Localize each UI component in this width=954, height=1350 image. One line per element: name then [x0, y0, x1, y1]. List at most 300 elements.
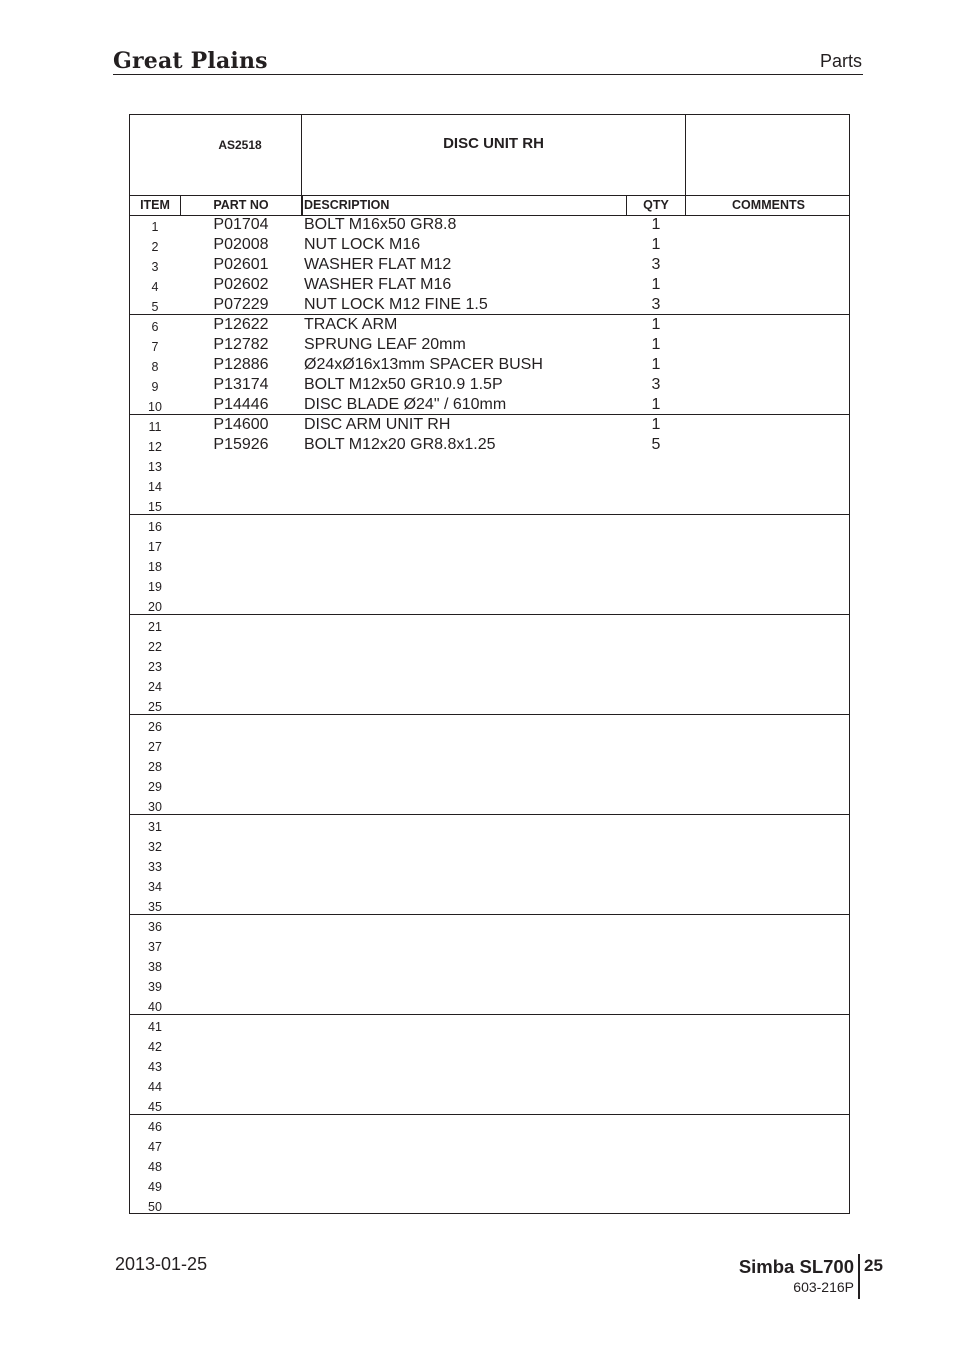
qty-cell: [626, 895, 686, 915]
description-cell: WASHER FLAT M16: [304, 276, 452, 293]
description-cell: DISC BLADE Ø24" / 610mm: [304, 396, 507, 413]
item-cell: 17: [148, 540, 162, 554]
description-cell: [304, 1115, 624, 1135]
table-row: [130, 515, 849, 535]
comments-cell: [686, 675, 851, 695]
qty-cell: [626, 815, 686, 835]
part-no-cell: [182, 555, 300, 575]
qty-cell: 1: [651, 236, 661, 253]
description-cell: [304, 695, 624, 715]
description-cell: [304, 955, 624, 975]
part-no-cell: [182, 1015, 300, 1035]
description-cell: BOLT M12x20 GR8.8x1.25: [304, 436, 496, 453]
qty-cell: [626, 575, 686, 595]
table-row: [130, 835, 849, 855]
part-no-cell: [182, 915, 300, 935]
qty-cell: 1: [651, 276, 661, 293]
table-row: [130, 1055, 849, 1075]
qty-cell: [626, 1055, 686, 1075]
description-cell: [304, 1035, 624, 1055]
description-cell: [304, 1095, 624, 1115]
comments-cell: [686, 595, 851, 615]
item-cell: 19: [148, 580, 162, 594]
part-no-cell: [182, 1195, 300, 1215]
qty-cell: [626, 935, 686, 955]
comments-cell: [686, 455, 851, 475]
table-row: [130, 1175, 849, 1195]
part-no-cell: [182, 1135, 300, 1155]
table-row: [130, 995, 849, 1015]
table-row: [130, 755, 849, 775]
comments-cell: [686, 355, 851, 375]
description-cell: [304, 455, 624, 475]
table-row: [130, 975, 849, 995]
description-cell: [304, 1175, 624, 1195]
description-cell: [304, 575, 624, 595]
comments-cell: [686, 1155, 851, 1175]
part-no-cell: [182, 875, 300, 895]
description-cell: NUT LOCK M16: [304, 236, 421, 253]
item-cell: 13: [148, 460, 162, 474]
description-cell: [304, 975, 624, 995]
qty-cell: [626, 775, 686, 795]
comments-cell: [686, 915, 851, 935]
qty-cell: [626, 1115, 686, 1135]
description-cell: [304, 675, 624, 695]
qty-cell: [626, 615, 686, 635]
comments-cell: [686, 255, 851, 275]
part-no-cell: [182, 1095, 300, 1115]
description-cell: [304, 1055, 624, 1075]
item-cell: 31: [148, 820, 162, 834]
comments-cell: [686, 495, 851, 515]
comments-cell: [686, 1175, 851, 1195]
qty-cell: [626, 1075, 686, 1095]
assembly-code: AS2518: [218, 138, 262, 152]
footer-date: 2013-01-25: [115, 1254, 208, 1274]
description-cell: [304, 635, 624, 655]
footer-doc-code: 603-216P: [793, 1279, 854, 1295]
qty-cell: [626, 1135, 686, 1155]
comments-cell: [686, 395, 851, 415]
part-no-cell: [182, 995, 300, 1015]
part-no-cell: P12886: [213, 356, 269, 373]
description-cell: [304, 775, 624, 795]
table-row: [130, 955, 849, 975]
item-cell: 45: [148, 1100, 162, 1114]
comments-cell: [686, 615, 851, 635]
comments-cell: [686, 415, 851, 435]
item-cell: 46: [148, 1120, 162, 1134]
item-cell: 25: [148, 700, 162, 714]
item-cell: 35: [148, 900, 162, 914]
item-cell: 39: [148, 980, 162, 994]
comments-cell: [686, 795, 851, 815]
part-no-cell: P12782: [213, 336, 269, 353]
qty-cell: [626, 955, 686, 975]
qty-cell: [626, 595, 686, 615]
comments-cell: [686, 315, 851, 335]
comments-cell: [686, 295, 851, 315]
item-cell: 40: [148, 1000, 162, 1014]
description-cell: [304, 1155, 624, 1175]
description-cell: [304, 715, 624, 735]
table-row: [130, 735, 849, 755]
item-cell: 5: [151, 300, 159, 314]
comments-cell: [686, 555, 851, 575]
qty-cell: [626, 635, 686, 655]
qty-cell: [626, 715, 686, 735]
description-cell: [304, 875, 624, 895]
column-header-item: ITEM: [140, 198, 170, 212]
qty-cell: [626, 975, 686, 995]
item-cell: 9: [151, 380, 159, 394]
part-no-cell: [182, 815, 300, 835]
description-cell: [304, 655, 624, 675]
table-row: [130, 235, 849, 255]
table-row: [130, 875, 849, 895]
item-cell: 30: [148, 800, 162, 814]
qty-cell: 3: [651, 296, 661, 313]
footer-rule: [858, 1254, 860, 1299]
table-row: [130, 715, 849, 735]
part-no-cell: [182, 715, 300, 735]
qty-cell: 3: [651, 376, 661, 393]
item-cell: 21: [148, 620, 162, 634]
qty-cell: [626, 475, 686, 495]
part-no-cell: [182, 755, 300, 775]
item-cell: 22: [148, 640, 162, 654]
item-cell: 3: [151, 260, 159, 274]
item-cell: 7: [151, 340, 159, 354]
description-cell: Ø24xØ16x13mm SPACER BUSH: [304, 356, 543, 373]
table-row: [130, 895, 849, 915]
item-cell: 50: [148, 1200, 162, 1214]
item-cell: 38: [148, 960, 162, 974]
comments-cell: [686, 575, 851, 595]
qty-cell: [626, 515, 686, 535]
description-cell: [304, 595, 624, 615]
part-no-cell: [182, 535, 300, 555]
qty-cell: 5: [651, 436, 661, 453]
comments-cell: [686, 895, 851, 915]
parts-table: [129, 114, 850, 1214]
part-no-cell: P02602: [213, 276, 269, 293]
part-no-cell: [182, 495, 300, 515]
description-cell: [304, 915, 624, 935]
table-row: [130, 455, 849, 475]
comments-cell: [686, 275, 851, 295]
item-cell: 23: [148, 660, 162, 674]
part-no-cell: [182, 455, 300, 475]
table-row: [130, 575, 849, 595]
qty-cell: [626, 1095, 686, 1115]
part-no-cell: P15926: [213, 436, 269, 453]
comments-cell: [686, 435, 851, 455]
description-cell: [304, 855, 624, 875]
comments-cell: [686, 235, 851, 255]
part-no-cell: [182, 675, 300, 695]
part-no-cell: [182, 855, 300, 875]
comments-cell: [686, 995, 851, 1015]
item-cell: 14: [148, 480, 162, 494]
description-cell: [304, 555, 624, 575]
item-cell: 36: [148, 920, 162, 934]
qty-cell: [626, 875, 686, 895]
table-row: [130, 1195, 849, 1215]
description-cell: [304, 1015, 624, 1035]
part-no-cell: [182, 1035, 300, 1055]
comments-cell: [686, 655, 851, 675]
comments-cell: [686, 955, 851, 975]
comments-cell: [686, 1075, 851, 1095]
description-cell: [304, 935, 624, 955]
comments-cell: [686, 215, 851, 235]
comments-cell: [686, 1135, 851, 1155]
qty-cell: [626, 695, 686, 715]
comments-cell: [686, 635, 851, 655]
footer-model: Simba SL700: [738, 1256, 854, 1277]
qty-cell: [626, 1015, 686, 1035]
table-row: [130, 655, 849, 675]
comments-cell: [686, 815, 851, 835]
comments-cell: [686, 515, 851, 535]
description-cell: [304, 495, 624, 515]
table-row: [130, 1155, 849, 1175]
table-row: [130, 415, 849, 435]
comments-cell: [686, 875, 851, 895]
item-cell: 44: [148, 1080, 162, 1094]
part-no-cell: [182, 835, 300, 855]
table-body: [130, 215, 849, 1215]
table-row: [130, 475, 849, 495]
qty-cell: [626, 995, 686, 1015]
assembly-title: DISC UNIT RH: [443, 135, 544, 152]
column-header-row: [130, 195, 849, 216]
qty-cell: [626, 1155, 686, 1175]
table-row: [130, 335, 849, 355]
table-row: [130, 915, 849, 935]
description-cell: [304, 755, 624, 775]
item-cell: 12: [148, 440, 162, 454]
table-row: [130, 355, 849, 375]
description-cell: SPRUNG LEAF 20mm: [304, 336, 466, 353]
comments-cell: [686, 1095, 851, 1115]
description-cell: [304, 795, 624, 815]
comments-cell: [686, 1055, 851, 1075]
qty-cell: 3: [651, 256, 661, 273]
part-no-cell: [182, 1075, 300, 1095]
qty-cell: [626, 455, 686, 475]
part-no-cell: P01704: [213, 216, 269, 233]
description-cell: [304, 515, 624, 535]
qty-cell: 1: [651, 216, 661, 233]
table-row: [130, 795, 849, 815]
part-no-cell: [182, 1115, 300, 1135]
part-no-cell: [182, 895, 300, 915]
item-cell: 33: [148, 860, 162, 874]
table-row: [130, 775, 849, 795]
qty-cell: 1: [651, 316, 661, 333]
description-cell: [304, 1195, 624, 1215]
qty-cell: 1: [651, 416, 661, 433]
item-cell: 15: [148, 500, 162, 514]
qty-cell: 1: [651, 356, 661, 373]
table-row: [130, 615, 849, 635]
table-row: [130, 935, 849, 955]
part-no-cell: P14446: [213, 396, 269, 413]
table-row: [130, 635, 849, 655]
part-no-cell: [182, 595, 300, 615]
table-row: [130, 1015, 849, 1035]
item-cell: 41: [148, 1020, 162, 1034]
part-no-cell: P02008: [213, 236, 269, 253]
comments-cell: [686, 335, 851, 355]
column-header-part-no: PART NO: [213, 198, 269, 212]
comments-cell: [686, 735, 851, 755]
table-row: [130, 555, 849, 575]
qty-cell: [626, 535, 686, 555]
part-no-cell: [182, 615, 300, 635]
part-no-cell: [182, 695, 300, 715]
item-cell: 37: [148, 940, 162, 954]
table-row: [130, 1035, 849, 1055]
section-label: Parts: [819, 51, 862, 71]
description-cell: [304, 995, 624, 1015]
item-cell: 1: [151, 220, 159, 234]
description-cell: [304, 835, 624, 855]
part-no-cell: P02601: [213, 256, 269, 273]
comments-cell: [686, 1015, 851, 1035]
brand-logo: Great Plains: [113, 48, 268, 74]
item-cell: 26: [148, 720, 162, 734]
item-cell: 48: [148, 1160, 162, 1174]
qty-cell: [626, 755, 686, 775]
table-row: [130, 255, 849, 275]
part-no-cell: [182, 1055, 300, 1075]
qty-cell: [626, 1195, 686, 1215]
part-no-cell: P12622: [213, 316, 269, 333]
item-cell: 24: [148, 680, 162, 694]
description-cell: [304, 815, 624, 835]
qty-cell: [626, 555, 686, 575]
comments-cell: [686, 855, 851, 875]
comments-cell: [686, 695, 851, 715]
table-row: [130, 395, 849, 415]
item-cell: 18: [148, 560, 162, 574]
column-header-qty: QTY: [643, 198, 669, 212]
table-row: [130, 535, 849, 555]
qty-cell: [626, 915, 686, 935]
part-no-cell: [182, 655, 300, 675]
description-cell: BOLT M12x50 GR10.9 1.5P: [304, 376, 503, 393]
item-cell: 47: [148, 1140, 162, 1154]
table-row: [130, 315, 849, 335]
table-row: [130, 595, 849, 615]
comments-cell: [686, 715, 851, 735]
table-row: [130, 295, 849, 315]
part-no-cell: [182, 735, 300, 755]
part-no-cell: [182, 635, 300, 655]
comments-cell: [686, 835, 851, 855]
table-row: [130, 495, 849, 515]
item-cell: 42: [148, 1040, 162, 1054]
comments-cell: [686, 1115, 851, 1135]
table-row: [130, 1095, 849, 1115]
qty-cell: [626, 1175, 686, 1195]
part-no-cell: P14600: [213, 416, 269, 433]
table-row: [130, 215, 849, 235]
item-cell: 43: [148, 1060, 162, 1074]
part-no-cell: P07229: [213, 296, 269, 313]
table-row: [130, 1075, 849, 1095]
description-cell: WASHER FLAT M12: [304, 256, 452, 273]
part-no-cell: [182, 935, 300, 955]
qty-cell: 1: [651, 396, 661, 413]
part-no-cell: P13174: [213, 376, 269, 393]
part-no-cell: [182, 515, 300, 535]
item-cell: 8: [151, 360, 159, 374]
page-number: 25: [864, 1256, 883, 1275]
table-row: [130, 695, 849, 715]
comments-cell: [686, 1195, 851, 1215]
description-cell: NUT LOCK M12 FINE 1.5: [304, 296, 488, 313]
description-cell: [304, 615, 624, 635]
qty-cell: [626, 735, 686, 755]
part-no-cell: [182, 1155, 300, 1175]
header-rule: [113, 74, 863, 75]
description-cell: TRACK ARM: [304, 316, 398, 333]
qty-cell: [626, 795, 686, 815]
comments-cell: [686, 475, 851, 495]
table-row: [130, 1115, 849, 1135]
item-cell: 10: [148, 400, 162, 414]
column-header-comments: COMMENTS: [732, 198, 805, 212]
description-cell: BOLT M16x50 GR8.8: [304, 216, 457, 233]
part-no-cell: [182, 775, 300, 795]
part-no-cell: [182, 975, 300, 995]
qty-cell: [626, 495, 686, 515]
description-cell: [304, 1075, 624, 1095]
item-cell: 4: [151, 280, 159, 294]
item-cell: 27: [148, 740, 162, 754]
item-cell: 32: [148, 840, 162, 854]
description-cell: [304, 535, 624, 555]
comments-cell: [686, 375, 851, 395]
description-cell: DISC ARM UNIT RH: [304, 416, 451, 433]
qty-cell: [626, 675, 686, 695]
item-cell: 2: [151, 240, 159, 254]
item-cell: 6: [151, 320, 159, 334]
item-cell: 34: [148, 880, 162, 894]
comments-cell: [686, 975, 851, 995]
column-header-description: DESCRIPTION: [304, 198, 390, 212]
description-cell: [304, 895, 624, 915]
description-cell: [304, 475, 624, 495]
qty-cell: [626, 855, 686, 875]
description-cell: [304, 735, 624, 755]
qty-cell: [626, 835, 686, 855]
table-row: [130, 275, 849, 295]
qty-cell: [626, 655, 686, 675]
qty-cell: [626, 1035, 686, 1055]
part-no-cell: [182, 575, 300, 595]
item-cell: 28: [148, 760, 162, 774]
item-cell: 49: [148, 1180, 162, 1194]
item-cell: 16: [148, 520, 162, 534]
part-no-cell: [182, 475, 300, 495]
item-cell: 20: [148, 600, 162, 614]
